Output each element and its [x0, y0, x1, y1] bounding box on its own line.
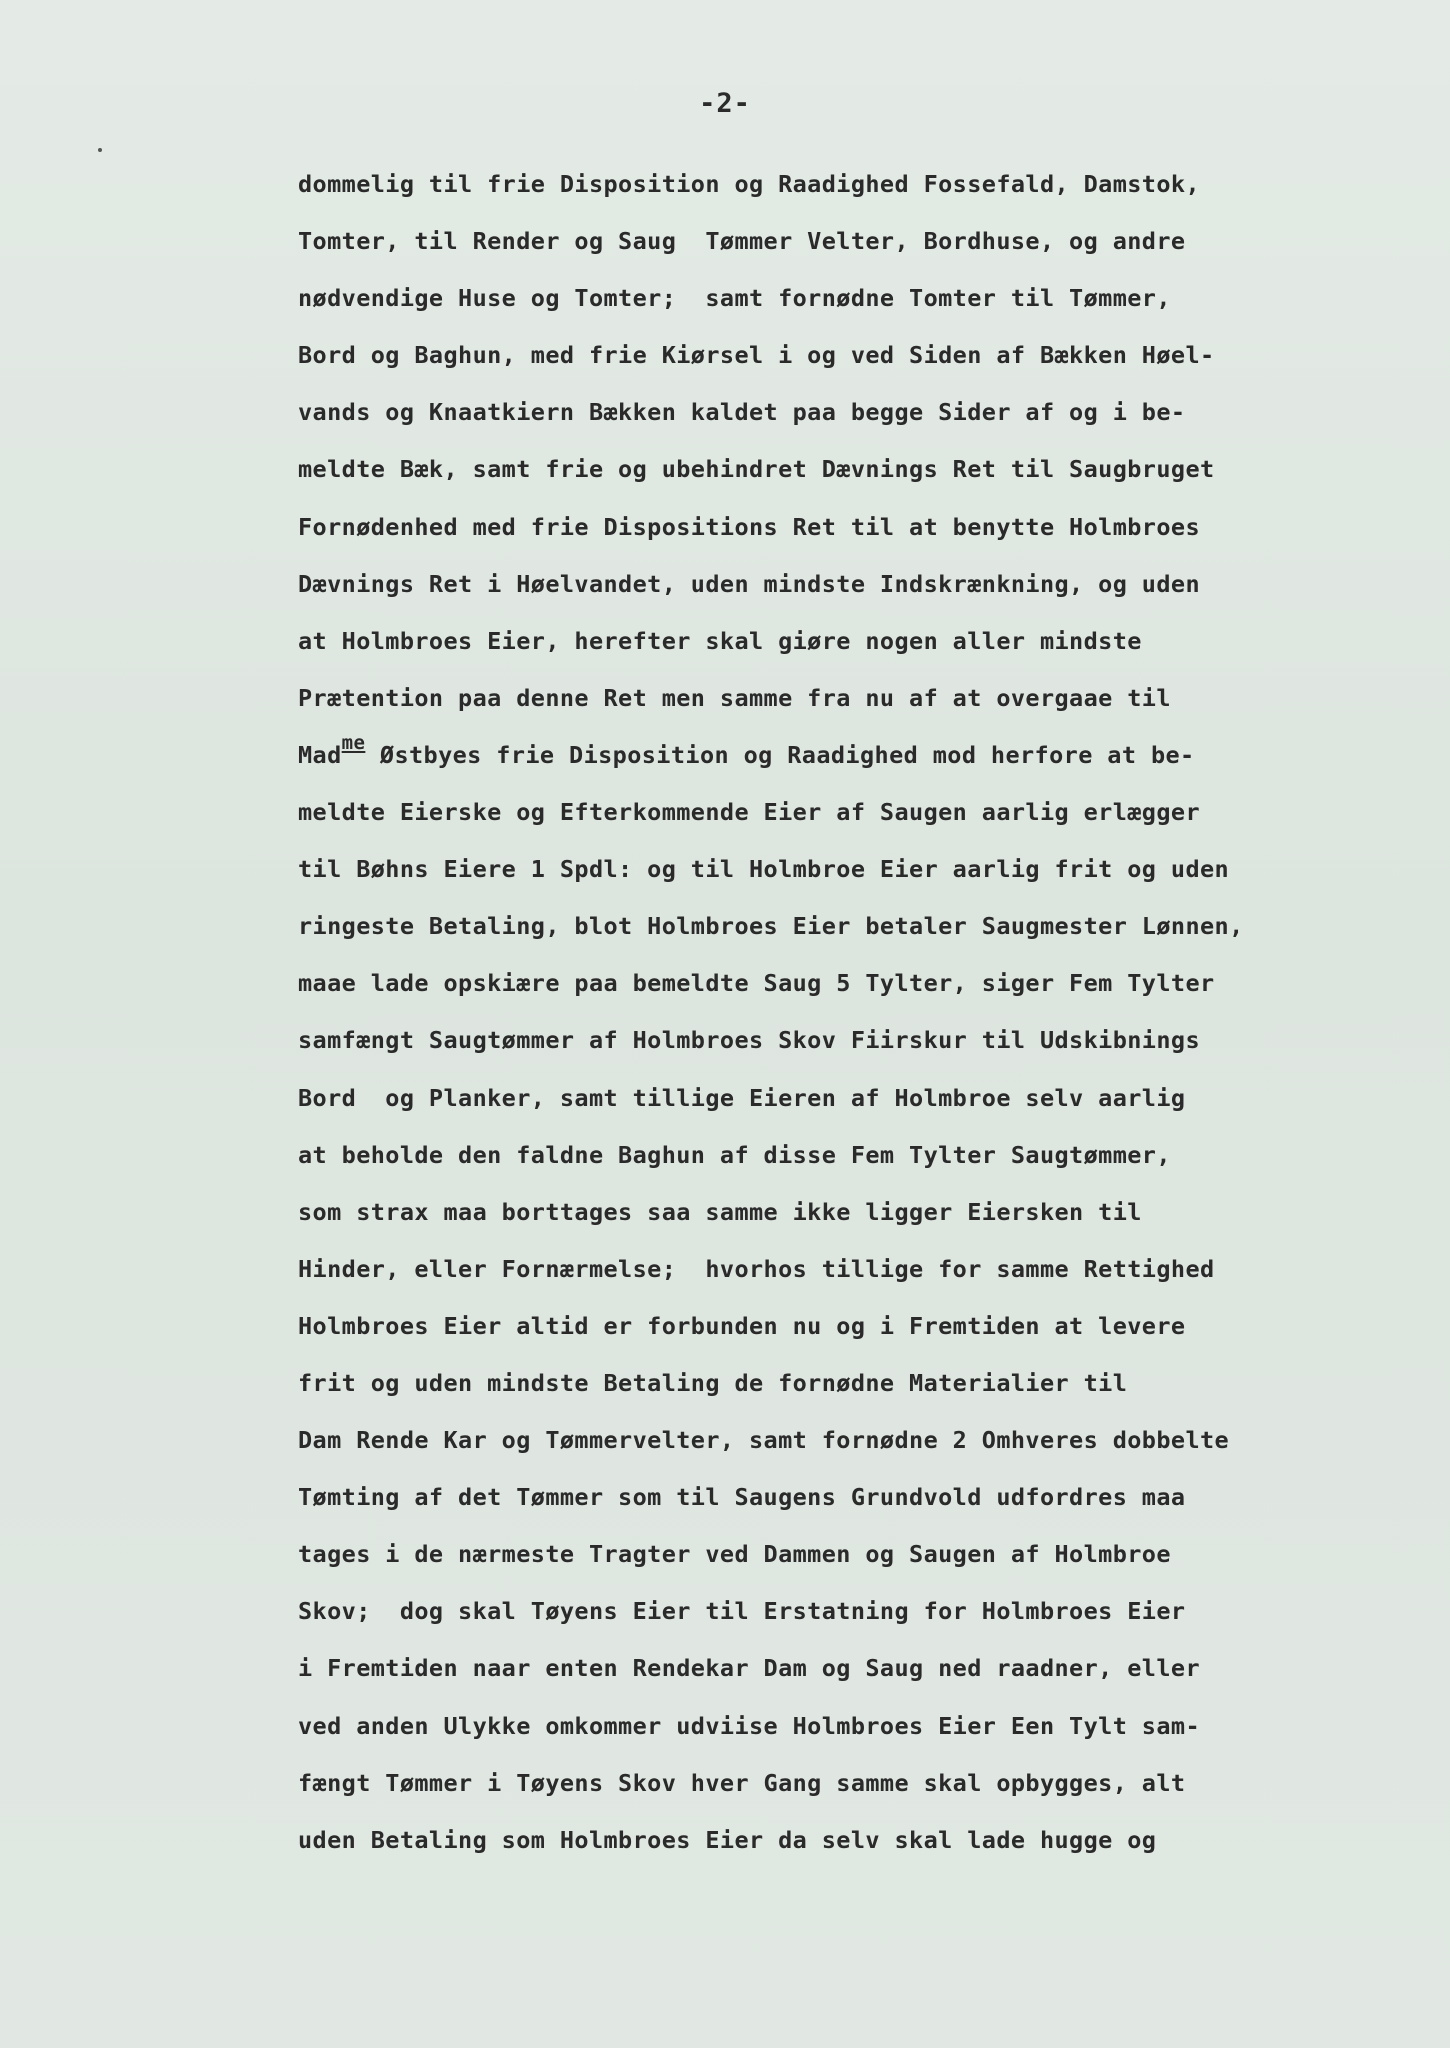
madame-superscript: me	[341, 731, 366, 754]
text-line: Fornødenhed med frie Dispositions Ret til at benytte Holmbroes	[298, 512, 1200, 541]
text-line: meldte Eierske og Efterkommende Eier af Saugen aarlig erlægger	[298, 798, 1200, 827]
mad-prefix: Mad	[298, 740, 342, 769]
text-line: vands og Knaatkiern Bækken kaldet paa begge Sider af og i be-	[298, 398, 1186, 427]
text-line: tages i de nærmeste Tragter ved Dammen og Saugen af Holmbroe	[298, 1540, 1171, 1569]
text-line: Tømting af det Tømmer som til Saugens Grundvold udfordres maa	[298, 1483, 1186, 1512]
text-line: Bord og Planker, samt tillige Eieren af Holmbroe selv aarlig	[298, 1083, 1186, 1112]
text-line: ved anden Ulykke omkommer udviise Holmbroes Eier Een Tylt sam-	[298, 1711, 1200, 1740]
text-line: Dam Rende Kar og Tømmervelter, samt fornødne 2 Omhveres dobbelte	[298, 1426, 1230, 1455]
text-line: at beholde den faldne Baghun af disse Fem Tylter Saugtømmer,	[298, 1140, 1171, 1169]
text-line: i Fremtiden naar enten Rendekar Dam og Saug ned raadner, eller	[298, 1654, 1200, 1683]
ink-speck	[98, 148, 102, 152]
text-line: fængt Tømmer i Tøyens Skov hver Gang samme skal opbygges, alt	[298, 1768, 1186, 1797]
text-line: Tomter, til Render og Saug Tømmer Velter, Bordhuse, og andre	[298, 227, 1186, 256]
text-line: frit og uden mindste Betaling de fornødne Materialier til	[298, 1368, 1128, 1397]
text-line: Skov; dog skal Tøyens Eier til Erstatning for Holmbroes Eier	[298, 1597, 1186, 1626]
text-line: meldte Bæk, samt frie og ubehindret Dævnings Ret til Saugbruget	[298, 455, 1215, 484]
text-line: som strax maa borttages saa samme ikke ligger Eiersken til	[298, 1197, 1142, 1226]
text-line: Holmbroes Eier altid er forbunden nu og i Fremtiden at levere	[298, 1311, 1186, 1340]
mad-rest: Østbyes frie Disposition og Raadighed mod herfore at be-	[365, 740, 1195, 769]
text-line: samfængt Saugtømmer af Holmbroes Skov Fiirskur til Udskibnings	[298, 1026, 1200, 1055]
document-body	[298, 164, 1428, 1877]
text-line: dommelig til frie Disposition og Raadighed Fossefald, Damstok,	[298, 170, 1200, 198]
page-number: -2-	[699, 88, 751, 119]
text-line: at Holmbroes Eier, herefter skal giøre nogen aller mindste	[298, 626, 1142, 655]
text-line: Hinder, eller Fornærmelse; hvorhos tillige for samme Rettighed	[298, 1254, 1215, 1283]
text-line: nødvendige Huse og Tomter; samt fornødne Tomter til Tømmer,	[298, 284, 1171, 313]
text-line-madame	[298, 731, 1428, 792]
text-line: Prætention paa denne Ret men samme fra nu af at overgaae til	[298, 683, 1171, 712]
text-line: ringeste Betaling, blot Holmbroes Eier betaler Saugmester Lønnen,	[298, 912, 1244, 941]
text-line: til Bøhns Eiere 1 Spdl: og til Holmbroe Eier aarlig frit og uden	[298, 855, 1230, 884]
text-line: Dævnings Ret i Høelvandet, uden mindste Indskrænkning, og uden	[298, 569, 1200, 598]
text-line: uden Betaling som Holmbroes Eier da selv skal lade hugge og	[298, 1825, 1157, 1854]
text-line: Bord og Baghun, med frie Kiørsel i og ved Siden af Bækken Høel-	[298, 341, 1215, 370]
text-line: maae lade opskiære paa bemeldte Saug 5 Tylter, siger Fem Tylter	[298, 969, 1215, 998]
